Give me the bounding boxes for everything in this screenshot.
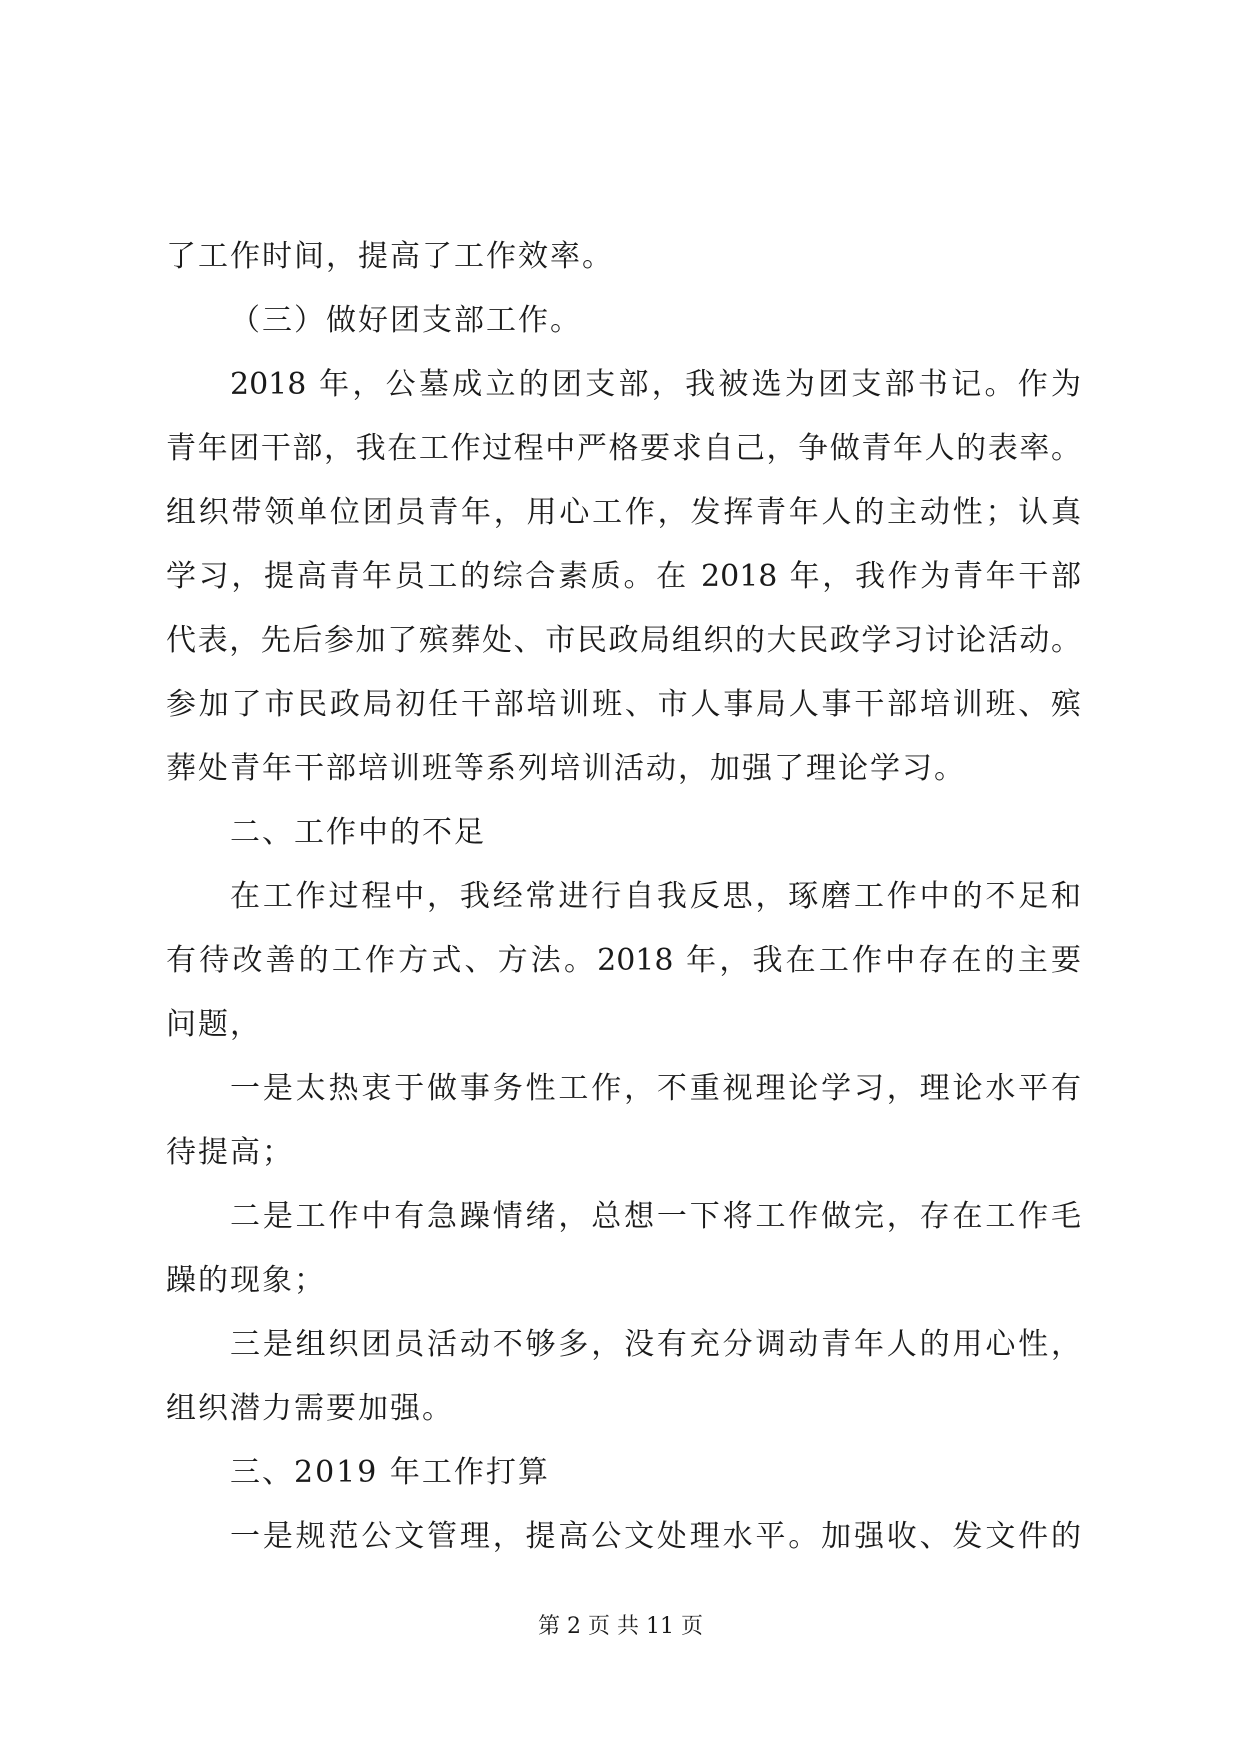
paragraph-line: 组织带领单位团员青年，用心工作，发挥青年人的主动性；认真 [166,495,1081,530]
paragraph-line: 一是太热衷于做事务性工作，不重视理论学习，理论水平有 [230,1071,1081,1106]
page-footer: 第 2 页 共 11 页 [538,1614,703,1639]
paragraph-line: 代表，先后参加了殡葬处、市民政局组织的大民政学习讨论活动。 [166,623,1081,658]
document-body [166,225,1081,1569]
paragraph-line: 2018 年，公墓成立的团支部，我被选为团支部书记。作为 [230,367,1081,402]
paragraph-line: 待提高； [166,1135,294,1170]
section-heading: 二、工作中的不足 [230,815,486,850]
text-line: 了工作时间，提高了工作效率。 [166,239,614,274]
paragraph-line: 参加了市民政局初任干部培训班、市人事局人事干部培训班、殡 [166,687,1081,722]
paragraph-line: 躁的现象； [166,1263,326,1298]
paragraph-line: 二是工作中有急躁情绪，总想一下将工作做完，存在工作毛 [230,1199,1081,1234]
paragraph-line: 在工作过程中，我经常进行自我反思，琢磨工作中的不足和 [230,879,1081,914]
paragraph-line: 学习，提高青年员工的综合素质。在 2018 年，我作为青年干部 [166,559,1081,594]
section-heading: （三）做好团支部工作。 [230,303,582,338]
paragraph-line: 问题， [166,1007,262,1042]
paragraph-line: 有待改善的工作方式、方法。2018 年，我在工作中存在的主要 [166,943,1081,978]
paragraph-line: 青年团干部，我在工作过程中严格要求自己，争做青年人的表率。 [166,431,1081,466]
section-heading: 三、2019 年工作打算 [230,1455,550,1490]
paragraph-line: 组织潜力需要加强。 [166,1391,454,1426]
paragraph-line: 葬处青年干部培训班等系列培训活动，加强了理论学习。 [166,751,966,786]
paragraph-line: 一是规范公文管理，提高公文处理水平。加强收、发文件的 [230,1519,1081,1554]
paragraph-line: 三是组织团员活动不够多，没有充分调动青年人的用心性， [230,1327,1081,1362]
